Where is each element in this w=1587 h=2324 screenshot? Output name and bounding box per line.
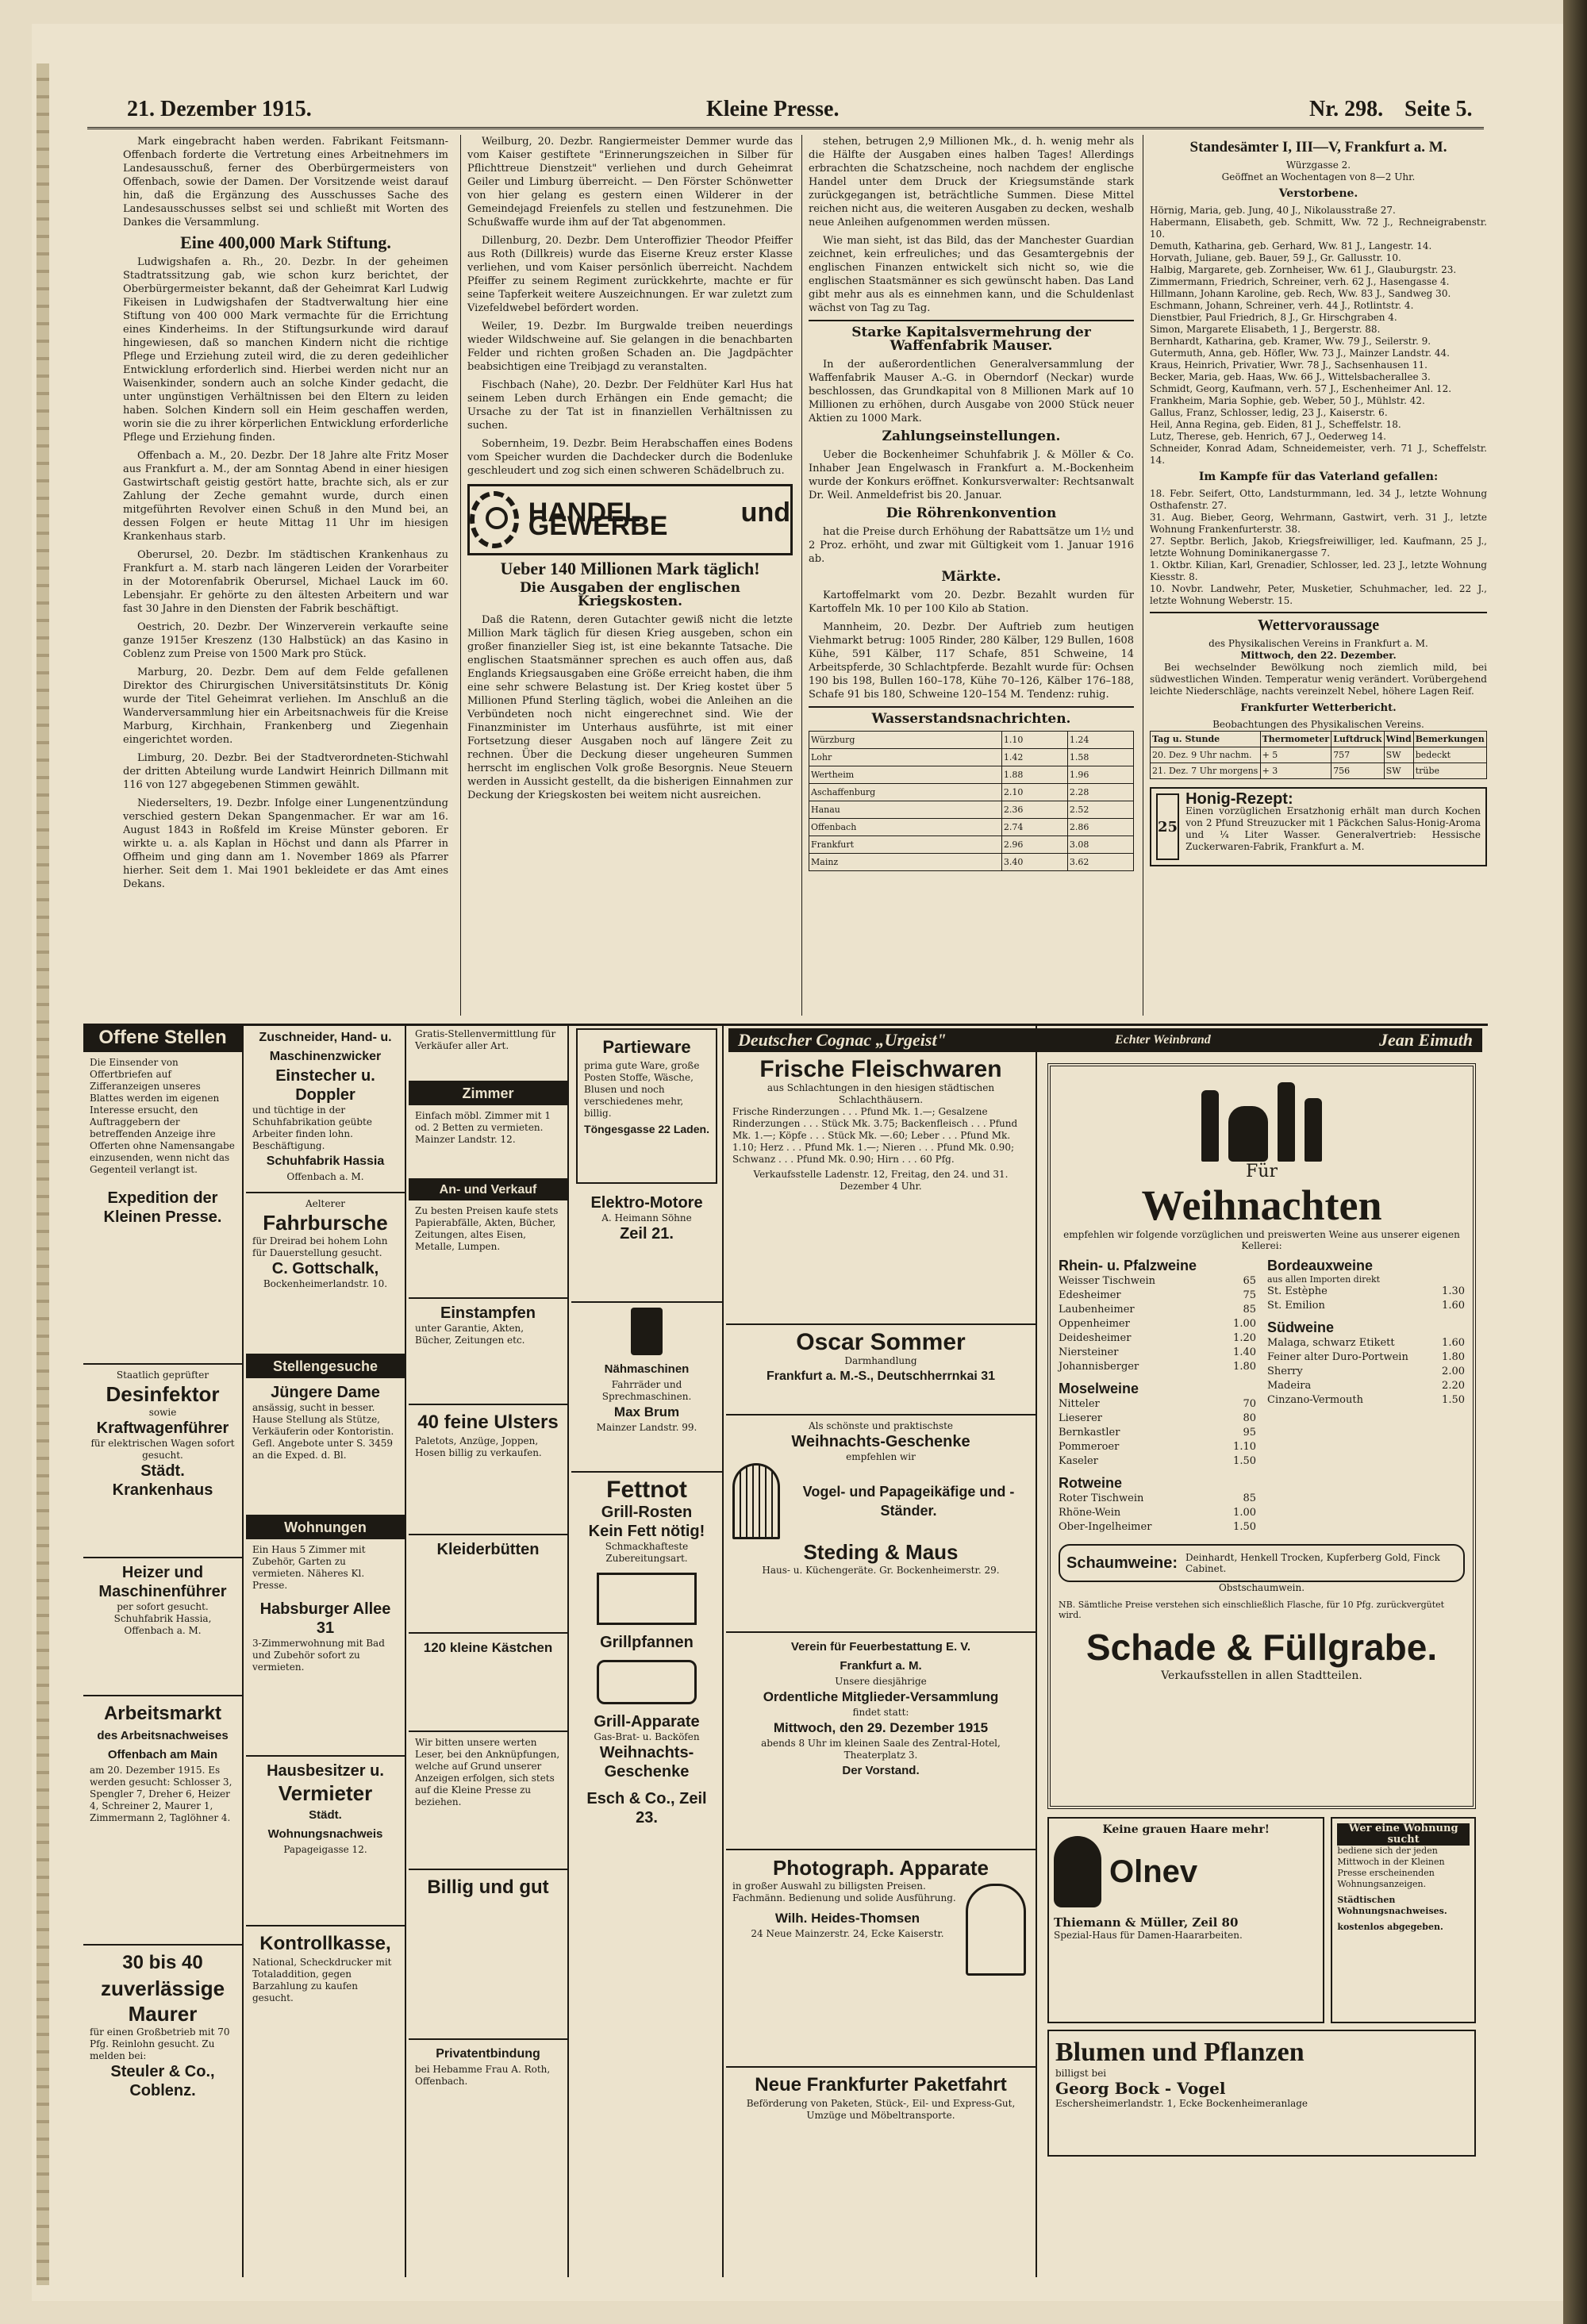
table-row: Wertheim 1.88 1.96 xyxy=(809,766,1134,784)
list-item: Zimmermann, Friedrich, Schreiner, verh. 62 J., Hasengasse 4. xyxy=(1150,276,1450,287)
wine-row xyxy=(1059,1454,1256,1469)
table-row: Hanau 2.36 2.52 xyxy=(809,801,1134,819)
article-paragraph: Daß die Ratenn, deren Gutachter gewiß nicht die letzte Million Mark täglich für diesen Krieg ausgeben, schon ein großer finanzieller Sieg ist, ist eine bekannte Tatsache. Die englischen Staatsmänner sprechen es auch offen aus, daß Englands Kriegsausgaben eine Größe erreicht haben, die ihm eine sehr schwere Belastung ist. Der Krieg kostet über 5 Millionen Pfund Sterling täglich, wobei die Anleihen an die Verbündeten noch nicht eingerechnet sind. Wie der Finanzminister im Unterhaus ausführte, ist mit einer Fortsetzung dieser Ausgaben noch auf längere Zeit zu rechnen. Über die Deckung dieser ungeheuren Summen herrscht im englischen Volk große Besorgnis. Neue Steuern werden in Aussicht gestellt, da die bisherigen Einnahmen zur Deckung der Kriegskosten bei weitem nicht ausreichen. xyxy=(467,614,793,801)
billig-ad: Billig und gut xyxy=(409,1870,567,2040)
binding-strip xyxy=(37,63,49,2285)
wine-row xyxy=(1059,1506,1256,1520)
wine-price: 2.00 xyxy=(1442,1366,1465,1377)
verkaufsstellen: Verkaufsstellen in allen Stadtteilen. xyxy=(1161,1669,1362,1682)
ad-column-5 xyxy=(726,1024,1037,2277)
article-paragraph: Sobernheim, 19. Dezbr. Beim Herabschaffen eines Bodens vom Speicher wurden die Dachdecker durch die Bodenluke geschleudert und zog sich einen schweren Schädelbruch zu. xyxy=(467,438,793,477)
wine-price: 75 xyxy=(1243,1289,1256,1301)
list-item: Heil, Anna Regina, geb. Eiden, 81 J., Scheffelstr. 18. xyxy=(1150,419,1401,430)
wine-row xyxy=(1059,1492,1256,1506)
article-heading: Zahlungseinstellungen. xyxy=(882,428,1061,444)
weather-report-source: Beobachtungen des Physikalischen Vereins. xyxy=(1212,719,1424,730)
page-number: Seite 5. xyxy=(1404,97,1473,121)
wine-name: Nitteler xyxy=(1059,1398,1100,1410)
arbeitsmarkt-ad: Arbeitsmarkt des Arbeitsnachweises Offenbach am Main am 20. Dezember 1915. Es werden gesucht: Schlosser 3, Spengler 7, Dreher 6, Heizer 4, Schreiner 2, Maurer 1, Zimmermann 2, Taglöhner 4. xyxy=(83,1696,242,1946)
table-row: Frankfurt 2.96 3.08 xyxy=(809,836,1134,854)
table-row: Aschaffenburg 2.10 2.28 xyxy=(809,784,1134,801)
table-header-row: Tag u. Stunde Thermometer Luftdruck Wind Bemerkungen xyxy=(1151,732,1487,747)
mosel-wine-list xyxy=(1059,1397,1256,1469)
feuerbestattung-ad: Verein für Feuerbestattung E. V. Frankfurt a. M. Unsere diesjährige Ordentliche Mitglieder-Versammlung findet statt: Mittwoch, den 29. Dezember 1915 abends 8 Uhr im kleinen Saale des Zentral-Hotel, Theaterplatz 3. Der Vorstand. xyxy=(726,1633,1036,1850)
wine-row xyxy=(1267,1379,1465,1393)
weather-heading: Wettervoraussage xyxy=(1257,617,1380,634)
wine-name: Ober-Ingelheimer xyxy=(1059,1521,1152,1533)
portrait-icon xyxy=(1054,1836,1101,1907)
wine-row xyxy=(1059,1520,1256,1535)
honey-recipe-title: Honig-Rezept: xyxy=(1185,790,1293,808)
birdcage-icon xyxy=(732,1463,780,1539)
ad-column-4 xyxy=(571,1024,724,2277)
article-paragraph: Niederselters, 19. Dezbr. Infolge einer Lungenentzündung verschied gestern Dekan Spangenmacher. Er war am 16. August 1843 in Roßfeld im Kreise Münster geboren. Er wirkte u. a. als Kaplan in Höchst und dann als Pfarrer in Offheim und ging dann am 1. November 1869 als Pfarrer hierher. Seit dem 1. Mai 1901 bekleidete er das Amt eines Dekans. xyxy=(123,797,448,890)
wine-name: Lieserer xyxy=(1059,1412,1102,1424)
news-column-2 xyxy=(460,135,793,1016)
price-note: NB. Sämtliche Preise verstehen sich einschließlich Flasche, für 10 Pfg. zurückvergütet wird. xyxy=(1059,1600,1445,1620)
list-item: Simon, Margarete Elisabeth, 1 J., Bergerstr. 88. xyxy=(1150,324,1381,335)
news-column-1 xyxy=(123,135,448,1016)
issue-number: Nr. 298. xyxy=(1309,97,1384,121)
vermieter-ad: Hausbesitzer u. Vermieter Städt. Wohnungsnachweis Papageigasse 12. xyxy=(246,1757,405,1926)
list-item: Gallus, Franz, Schlosser, ledig, 23 J., Kaiserstr. 6. xyxy=(1150,407,1388,418)
article-paragraph: hat die Preise durch Erhöhung der Rabattsätze um 1½ und 2 Proz. erhöht, und zwar mit Gültigkeit vom 1. Januar 1916 ab. xyxy=(809,526,1134,565)
weihnachten-title: Weihnachten xyxy=(1141,1181,1382,1229)
article-paragraph: Fischbach (Nahe), 20. Dezbr. Der Feldhüter Karl Hus hat seinem Leben durch Erhängen ein Ende gemacht; die Ursache zu der Tat ist in finanziellen Verhältnissen zu suchen. xyxy=(467,379,793,432)
article-paragraph: stehen, betrugen 2,9 Millionen Mk., d. h. wenig mehr als die Hälfte der Ausgaben eines halben Tages! Allerdings erbrachten die Schatzscheine, noch nachdem der englische Handel unter dem Druck der Kriegsumstände stark zurückgegangen ist, beträchtliche Summen. Diese Mittel reichen nicht aus, die weiteren Ausgaben zu decken, weshalb neue Anleihen aufgenommen werden müssen. xyxy=(809,136,1134,229)
cognac-banner: Deutscher Cognac „Urgeist" Echter Weinbrand Jean Eimuth xyxy=(728,1028,1482,1052)
wine-row xyxy=(1059,1289,1256,1303)
reader-notice-ad: Wir bitten unsere werten Leser, bei den Anknüpfungen, welche auf Grund unserer Anzeigen erfolgen, sich stets auf die Kleine Presse zu beziehen. xyxy=(409,1732,567,1870)
list-item: Schneider, Konrad Adam, Schneidemeister, verh. 71 J., Scheffelstr. 14. xyxy=(1150,443,1487,466)
wine-name: Kaseler xyxy=(1059,1455,1098,1467)
list-item: Dienstbier, Paul Friedrich, 8 J., Gr. Hirschgraben 4. xyxy=(1150,312,1397,323)
table-row: Offenbach 2.74 2.86 xyxy=(809,819,1134,836)
wine-price: 1.60 xyxy=(1442,1337,1465,1349)
zimmer-header: Zimmer xyxy=(409,1082,567,1105)
grill-apparatus-icon xyxy=(597,1660,697,1704)
wine-price: 1.80 xyxy=(1442,1351,1465,1363)
list-item: Becker, Maria, geb. Haas, Ww. 66 J., Wittelsbacherallee 3. xyxy=(1150,371,1431,382)
list-item: Lutz, Therese, geb. Henrich, 67 J., Oederweg 14. xyxy=(1150,431,1386,442)
wine-price: 1.20 xyxy=(1233,1332,1256,1344)
article-heading: Starke Kapitalsvermehrung der Waffenfabrik Mauser. xyxy=(851,325,1091,354)
ad-column-1 xyxy=(83,1024,244,2277)
naehmaschinen-ad: Nähmaschinen Fahrräder und Sprechmaschinen. Max Brum Mainzer Landstr. 99. xyxy=(571,1303,722,1473)
weather-date: Mittwoch, den 22. Dezember. xyxy=(1240,650,1397,661)
wine-row xyxy=(1059,1440,1256,1454)
article-paragraph: Wie man sieht, ist das Bild, das der Manchester Guardian zeichnet, kein erfreuliches; und das Gesamtergebnis der englischen Finanzen entwickelt sich nicht so, wie die englischen Staatsmänner es sich gewünscht haben. Das Land gibt mehr aus als es einnehmen kann, und die Schuldenlast wächst von Tag zu Tag. xyxy=(809,235,1134,314)
wine-price: 1.10 xyxy=(1233,1441,1256,1453)
kleiderbuetten-ad: Kleiderbütten xyxy=(409,1535,567,1634)
list-item: Horvath, Juliane, geb. Bauer, 59 J., Gr. Gallusstr. 10. xyxy=(1150,252,1401,263)
issue-date: 21. Dezember 1915. xyxy=(127,97,312,121)
article-heading: Die Röhrenkonvention xyxy=(886,505,1057,521)
article-paragraph: In der außerordentlichen Generalversammlung der Waffenfabrik Mauser A.-G. in Oberndorf (Neckar) wurde beschlossen, das Grundkapital von 8 Millionen Mark auf 10 Millionen zu erhöhen, durch Ausgabe von 2000 Stück neuer Aktien zu 1000 Mark. xyxy=(809,359,1134,424)
wine-row xyxy=(1059,1360,1256,1374)
blumen-ad: Blumen und Pflanzen billigst bei Georg Bock - Vogel Eschersheimerlandstr. 1, Ecke Bockenheimeranlage xyxy=(1047,2030,1476,2157)
news-column-3 xyxy=(801,135,1134,1016)
stellengesuche-header: Stellengesuche xyxy=(246,1355,405,1378)
war-dead-list xyxy=(1150,488,1487,607)
wine-name: Roter Tischwein xyxy=(1059,1492,1144,1504)
list-item: Schmidt, Georg, Kaufmann, verh. 57 J., Eschenheimer Anl. 12. xyxy=(1150,383,1452,394)
fur-label: Für xyxy=(1246,1162,1278,1181)
wine-price: 70 xyxy=(1243,1398,1256,1410)
wine-name: Feiner alter Duro-Portwein xyxy=(1267,1351,1408,1363)
zimmer-ad: Einfach möbl. Zimmer mit 1 od. 2 Betten zu vermieten. Mainzer Landstr. 12. xyxy=(409,1105,567,1180)
wine-name: Malaga, schwarz Etikett xyxy=(1267,1337,1395,1349)
registry-heading: Standesämter I, III—V, Frankfurt a. M. xyxy=(1189,139,1447,156)
ad-column-3 xyxy=(409,1024,569,2277)
wohnung-ad: Ein Haus 5 Zimmer mit Zubehör, Garten zu vermieten. Näheres Kl. Presse. Habsburger Allee 31 3-Zimmerwohnung mit Bad und Zubehör sofort zu vermieten. xyxy=(246,1539,405,1757)
photo-apparate-ad: Photograph. Apparate in großer Auswahl zu billigsten Preisen. Fachmänn. Bedienung und solide Ausführung. Wilh. Heides-Thomsen 24 Neue Mainzerstr. 24, Ecke Kaiserstr. xyxy=(726,1850,1036,2068)
wine-bottle-icon xyxy=(1305,1098,1322,1162)
schade-fuellgrabe-logo: Schade & Füllgrabe. xyxy=(1086,1627,1438,1668)
photographer-figure-icon xyxy=(966,1884,1026,1976)
wine-list-left: Rhein- u. Pfalzweine Weisser Tischwein 65 Edesheimer 75 Laubenheimer 85 Oppenheimer 1.00 Deidesheimer 1.20 Niersteiner 1.40 Johannisberger 1.80 Moselweine Nitteler 70 Lieserer 80 Bernkastler 95 Pommeroer 1.10 Kaseler 1.50 Rotweine Roter Tischwein 85 Rhöne-Wein 1.00 Ober-Ingelheimer 1.50 xyxy=(1059,1258,1256,1533)
table-row: Mainz 3.40 3.62 xyxy=(809,854,1134,871)
article-paragraph: Weilburg, 20. Dezbr. Rangiermeister Demmer wurde das vom Kaiser gestiftete "Erinnerungszeichen in Silber für Pflichttreue Dienstzeit" verliehen und durch Geheimrat Geiler und Limburg überreicht. — Den Förster Schönwetter von hier gelang es gestern einen Wilderer in der Gemeindejagd Freienfels zu stellen und festzunehmen. Die Schußwaffe wurde ihm auf der Tat abgenommen. xyxy=(467,136,793,229)
article-paragraph: Dillenburg, 20. Dezbr. Dem Unteroffizier Theodor Pfeiffer aus Roth (Dillkreis) wurde das Eiserne Kreuz erster Klasse verliehen, und vom Kaiser persönlich überreicht. Nachdem Pfeiffer zu seinem Regiment zurückkehrte, machte er für seine Tapferkeit weitere Auszeichnungen. Er war zuletzt zum Vizefeldwebel befördert worden. xyxy=(467,235,793,314)
list-item: Hörnig, Maria, geb. Jung, 40 J., Nikolausstraße 27. xyxy=(1150,205,1396,216)
wine-price: 65 xyxy=(1243,1275,1256,1287)
article-paragraph: Ludwigshafen a. Rh., 20. Dezbr. In der geheimen Stadtratssitzung gab, wie schon kurz berichtet, der Oberbürgermeister bekannt, daß der Geheimrat Karl Ludwig Fikeisen in Ludwigshafen der Stadtverwaltung hier eine Stiftung von 400 000 Mark vermachte für die Errichtung eines Kinderheims. In der Stiftungsurkunde wird darauf hingewiesen, daß so manchen Kindern nicht die richtige Pflege und Erziehung zuteil wird, die zu deren gedeihlicher Entwicklung erforderlich sind. Hierbei werden nicht nur an Waisenkinder, sondern auch an solche Kinder gedacht, die unter ungünstigen Verhältnissen bei den Eltern zu leiden haben. Solchen Kindern soll ein Heim geschaffen werden, worin sie die zu ihrer körperlichen Entwicklung erforderliche Pflege und Erziehung finden. xyxy=(123,256,448,444)
grill-pan-icon xyxy=(597,1573,697,1625)
death-list xyxy=(1150,205,1487,467)
list-item: Hillmann, Johann Karoline, geb. Rech, Ww. 83 J., Sandweg 30. xyxy=(1150,288,1451,299)
article-paragraph: Mark eingebracht haben werden. Fabrikant Feitsmann-Offenbach forderte die Vertretung eines Arbeitnehmers im Landesausschuß, ferner des Oberbürgermeisters von Offenbach, sowie der Damen. Der Vorsitzende weist darauf hin, daß die Ergänzung des Ausschusses Sache des Landesausschusses selbst sei und schließt mit Worten des Dankes die Versammlung. xyxy=(123,136,448,229)
article-heading: Eine 400,000 Mark Stiftung. xyxy=(180,232,391,252)
wine-row xyxy=(1059,1412,1256,1426)
privatentbindung-ad: Privatentbindung bei Hebamme Frau A. Roth, Offenbach. xyxy=(415,2047,551,2087)
wine-price: 1.80 xyxy=(1233,1361,1256,1373)
elektromotore-ad: Elektro-Motore A. Heimann Söhne Zeil 21. xyxy=(571,1189,722,1303)
list-item: 31. Aug. Bieber, Georg, Wehrmann, Gastwirt, verh. 31 J., letzte Wohnung Frankenfurterstr. 38. xyxy=(1150,512,1487,535)
newspaper-title: Kleine Presse. xyxy=(706,97,840,121)
red-wine-list xyxy=(1059,1492,1256,1535)
registry-address: Würzgasse 2. xyxy=(1285,159,1351,171)
article-paragraph: Oberursel, 20. Dezbr. Im städtischen Krankenhaus zu Frankfurt a. M. starb nach längeren Leiden der Vorarbeiter in der Motorenfabrik Oberursel, Michael Lauck im 60. Lebensjahr. Er gehörte zu den ältesten Arbeitern und war fast 30 Jahre in den Diensten der Fabrik beschäftigt. xyxy=(123,549,448,615)
page-edge xyxy=(1563,0,1587,2324)
weather-forecast: Bei wechselnder Bewölkung noch ziemlich mild, bei südwestlichen Winden. Temperatur wenig verändert. Vorübergehend leichte Niederschläge, nachts vereinzelt Nebel, höhere Lagen Reif. xyxy=(1150,662,1487,697)
wine-price: 95 xyxy=(1243,1427,1256,1439)
oscar-sommer-ad: Oscar Sommer Darmhandlung Frankfurt a. M.-S., Deutschherrnkai 31 xyxy=(726,1325,1036,1416)
news-column-4 xyxy=(1143,135,1487,1016)
wine-name: Deidesheimer xyxy=(1059,1332,1132,1344)
south-wine-list xyxy=(1267,1336,1465,1408)
rhein-wine-list xyxy=(1059,1274,1256,1374)
paketfahrt-ad: Neue Frankfurter Paketfahrt Beförderung von Paketen, Stück-, Eil- und Express-Gut, Umzüge und Möbeltransporte. xyxy=(746,2074,1016,2121)
wine-name: Johannisberger xyxy=(1059,1361,1139,1373)
wine-row xyxy=(1267,1393,1465,1408)
article-subheading: Die Ausgaben der englischen Kriegskosten. xyxy=(520,580,740,609)
wine-row xyxy=(1267,1365,1465,1379)
water-level-heading: Wasserstandsnachrichten. xyxy=(871,711,1071,727)
wine-name: Madeira xyxy=(1267,1380,1312,1392)
dame-ad: Jüngere Dame ansässig, sucht in besser. Hause Stellung als Stütze, Verkäuferin oder Kontoristin. Gefl. Angebote unter S. 3459 an die Exped. d. Bl. xyxy=(246,1378,405,1516)
wine-price: 1.50 xyxy=(1442,1394,1465,1406)
divider xyxy=(1150,612,1487,613)
wine-row xyxy=(1267,1350,1465,1365)
wine-row xyxy=(1059,1346,1256,1360)
wine-row xyxy=(1267,1336,1465,1350)
ad-column-6 xyxy=(1039,1055,1484,2273)
wine-price: 1.00 xyxy=(1233,1507,1256,1519)
weather-report-heading: Frankfurter Wetterbericht. xyxy=(1240,702,1397,714)
wine-price: 85 xyxy=(1243,1304,1256,1316)
gear-icon xyxy=(470,491,519,548)
registry-hours: Geöffnet an Wochentagen von 8—2 Uhr. xyxy=(1221,171,1416,182)
article-paragraph: Limburg, 20. Dezbr. Bei der Stadtverordneten-Stichwahl der dritten Abteilung wurde Landwirt Heinrich Dillmann mit 116 von 127 abgegebenen Stimmen gewählt. xyxy=(123,752,448,791)
wine-row xyxy=(1059,1317,1256,1331)
article-paragraph: Marburg, 20. Dezbr. Dem auf dem Felde gefallenen Direktor des Chirurgischen Universitätsinstituts Dr. König wurde der Titel Geheimrat verliehen. Im Anschluß an die Wanderversammlung hier ein Arbeitsnachweis für die Kreise Marburg, Kirchhain, Frankenberg und Ziegenhain eingerichtet worden. xyxy=(123,666,448,746)
wine-name: Niersteiner xyxy=(1059,1346,1119,1358)
wine-name: St. Emilion xyxy=(1267,1300,1325,1312)
ad-column-2 xyxy=(246,1024,406,2277)
list-item: Demuth, Katharina, geb. Gerhard, Ww. 81 J., Langestr. 14. xyxy=(1150,240,1432,252)
wine-name: Edesheimer xyxy=(1059,1289,1121,1301)
wine-bottle-icon xyxy=(1201,1090,1219,1162)
fahrbursche-ad: Aelterer Fahrbursche für Dreirad bei hohem Lohn für Dauerstellung gesucht. C. Gottschalk, Bockenheimerlandstr. 10. xyxy=(246,1193,405,1355)
notice-ad: Die Einsender von Offertbriefen auf Zifferanzeigen unseres Blattes werden im eigenen Interesse ersucht, den Auftraggebern der betreffenden Anzeige ihre Offerten ohne Namensangabe einzusenden, wenn nicht das Gegenteil verlangt ist. Expedition der Kleinen Presse. xyxy=(83,1052,242,1365)
fettnot-ad: Fettnot Grill-Rosten Kein Fett nötig! Schmackhafteste Zubereitungsart. Grillpfannen Grill-Apparate Gas-Brat- u. Backöfen Weihnachts-Geschenke Esch & Co., Zeil 23. xyxy=(586,1477,707,1827)
einstampfen-ad: Einstampfen unter Garantie, Akten, Bücher, Zeitungen etc. xyxy=(409,1299,567,1405)
article-heading: Märkte. xyxy=(941,569,1001,585)
article-paragraph: Oestrich, 20. Dezbr. Der Winzerverein verkaufte seine ganze 1915er Kreszenz (130 Halbstück) an das Kasino in Coblenz zum Preise von 1500 Mark pro Stück. xyxy=(123,621,448,660)
wine-name: Sherry xyxy=(1267,1366,1303,1377)
zuschneider-ad: Zuschneider, Hand- u. Maschinenzwicker Einstecher u. Doppler und tüchtige in der Schuhfabrikation geübte Arbeiter finden lohn. Beschäftigung. Schuhfabrik Hassia Offenbach a. M. xyxy=(246,1024,405,1193)
wine-name: Weisser Tischwein xyxy=(1059,1275,1156,1287)
wine-price: 1.40 xyxy=(1233,1346,1256,1358)
kontrollkasse-ad: Kontrollkasse, National, Scheckdrucker mit Totaladdition, gegen Barzahlung zu kaufen gesucht. xyxy=(252,1933,392,2003)
weather-source: des Physikalischen Vereins in Frankfurt a. M. xyxy=(1209,638,1428,649)
article-paragraph: Mannheim, 20. Dezbr. Der Auftrieb zum heutigen Viehmarkt betrug: 1005 Rinder, 280 Kälber, 129 Bullen, 1608 Kühe, 591 Kälber, 117 Schafe, 851 Schweine, 14 Arbeitspferde, 30 Schlachtpferde. Bezahlt wurde für: Ochsen 190 bis 198, Bullen 160–178, Kühe 70–126, Kälber 176–188, Schafe 91 bis 180, Schweine 120–154 M. Tendenz: ruhig. xyxy=(809,621,1134,701)
list-item: Halbig, Margarete, geb. Zornheiser, Ww. 61 J., Glauburgstr. 23. xyxy=(1150,264,1457,275)
gratis-ad: Gratis-Stellenvermittlung für Verkäufer aller Art. xyxy=(409,1024,567,1082)
war-dead-heading: Im Kampfe für das Vaterland gefallen: xyxy=(1198,471,1439,483)
kaestchen-ad: 120 kleine Kästchen xyxy=(409,1634,567,1732)
list-item: Kraus, Heinrich, Privatier, Wwr. 78 J., Sachsenhausen 11. xyxy=(1150,359,1428,371)
wine-price: 1.60 xyxy=(1442,1300,1465,1312)
table-row: Lohr 1.42 1.58 xyxy=(809,749,1134,766)
article-paragraph: Kartoffelmarkt vom 20. Dezbr. Bezahlt wurden für Kartoffeln Mk. 10 per 100 Kilo ab Station. xyxy=(809,590,1134,615)
wine-row xyxy=(1059,1426,1256,1440)
haare-ad: Keine grauen Haare mehr! Olnev Thiemann & Müller, Zeil 80 Spezial-Haus für Damen-Haararbeiten. xyxy=(1047,1817,1324,2023)
wine-price: 1.00 xyxy=(1233,1318,1256,1330)
honey-jar-icon: 25 xyxy=(1156,793,1179,860)
list-item: Bernhardt, Katharina, geb. Kramer, Ww. 79 J., Seilerstr. 9. xyxy=(1150,336,1431,347)
wine-list-right: Bordeauxweine aus allen Importen direkt St. Estèphe 1.30 St. Emilion 1.60 Südweine Malaga, schwarz Etikett 1.60 Feiner alter Duro-Portwein 1.80 Sherry 2.00 Madeira 2.20 Cinzano-Vermouth 1.50 xyxy=(1267,1258,1465,1406)
wine-price: 2.20 xyxy=(1442,1380,1465,1392)
altpapier-ad: Zu besten Preisen kaufe stets Papierabfälle, Akten, Bücher, Zeitungen, altes Eisen, Metalle, Lumpen. xyxy=(409,1200,567,1299)
list-item: 18. Febr. Seifert, Otto, Landsturmmann, led. 34 J., letzte Wohnung Osthafenstr. 27. xyxy=(1150,488,1487,511)
article-paragraph: Ueber die Bockenheimer Schuhfabrik J. & Möller & Co. Inhaber Jean Engelwasch in Frankfurt a. M.-Bockenheim wurde der Konkurs eröffnet. Konkursverwalter: Rechtsanwalt Dr. Weil. Anmeldefrist bis 20. Januar. xyxy=(809,449,1134,501)
schaumweine-box: Schaumweine: Deinhardt, Henkell Trocken, Kupferberg Gold, Finck Cabinet. xyxy=(1059,1544,1465,1582)
bordeaux-wine-list xyxy=(1267,1285,1465,1313)
wine-name: St. Estèphe xyxy=(1267,1285,1328,1297)
table-row: 20. Dez. 9 Uhr nachm. + 5 757 SW bedeckt xyxy=(1151,747,1487,763)
article-heading: Ueber 140 Millionen Mark täglich! xyxy=(500,559,760,578)
table-row: 21. Dez. 7 Uhr morgens + 3 756 SW trübe xyxy=(1151,763,1487,779)
offene-stellen-header: Offene Stellen xyxy=(83,1024,242,1052)
list-item: Habermann, Elisabeth, geb. Schmitt, Ww. 72 J., Rechneigrabenstr. 10. xyxy=(1150,217,1487,240)
schade-fuellgrabe-ad: Für Weihnachten empfehlen wir folgende vorzüglichen und preiswerten Weine aus unserer eigenen Kellerei: Rhein- u. Pfalzweine Weisser Tischwein 65 Edesheimer 75 Laubenheimer 85 Oppenheimer 1.00 Deidesheimer 1.20 Niersteiner 1.40 Johannisberger 1.80 Moselweine Nitteler 70 Lieserer 80 Bernkastler 95 Pommeroer 1.10 Kaseler 1.50 Rotweine Roter Tischwein 85 Rhöne-Wein 1.00 Ober-Ingelheimer 1.50 Bordeauxweine aus allen Importen direkt St. Estèphe 1.30 St. Emilion 1.60 Südweine Malaga, schwarz Etikett 1.60 Feiner alter Duro-Portwein 1.80 Sherry 2.00 Madeira 2.20 Cinzano-Vermouth 1.50 Schaumweine: Deinhardt, Henkell Trocken, Kupferberg Gold, Finck Cabinet. Obstschaumwein. NB. Sämtliche Preise verstehen sich einschließlich Flasche, für 10 Pfg. zurückvergütet wird. Schade & Füllgrabe. Verkaufsstellen in allen Stadtteilen. xyxy=(1047,1063,1476,1809)
wohnungen-header: Wohnungen xyxy=(246,1516,405,1539)
article-paragraph: Offenbach a. M., 20. Dezbr. Der 18 Jahre alte Fritz Moser aus Frankfurt a. M., der am Sonntag Abend in einer hiesigen Gastwirtschaft geistig gestört hatte, brachte sich, als er zur Zahlung der Zeche gemahnt wurde, durch einen mitgeführten Revolver einen Schuß in den Mund bei, an dessen Folgen er heute Mittag 11 Uhr im hiesigen Krankenhaus starb. xyxy=(123,450,448,543)
wine-price: 1.50 xyxy=(1233,1455,1256,1467)
wine-name: Oppenheimer xyxy=(1059,1318,1130,1330)
wine-name: Laubenheimer xyxy=(1059,1304,1135,1316)
honey-recipe-ad xyxy=(1150,787,1487,866)
wine-row xyxy=(1059,1331,1256,1346)
wine-row xyxy=(1059,1303,1256,1317)
list-item: Gutermuth, Anna, geb. Höfler, Ww. 73 J., Mainzer Landstr. 44. xyxy=(1150,348,1450,359)
water-level-table xyxy=(809,731,1134,871)
wine-name: Pommeroer xyxy=(1059,1441,1120,1453)
wine-row xyxy=(1267,1285,1465,1299)
divider xyxy=(809,706,1134,708)
fleischwaren-ad: Frische Fleischwaren aus Schlachtungen in den hiesigen städtischen Schlachthäusern. Frische Rinderzungen . . . Pfund Mk. 1.—; Gesalzene Rinderzungen . . . Stück Mk. 3.75; Backenfleisch . . . Pfund Mk. 1.—; Köpfe . . . Stück Mk. —.60; Leber . . . Pfund Mk. 1.10; Herz . . . Pfund Mk. 1.—; Nieren . . . Pfund Mk. 0.90; Schwanz . . . Pfund Mk. 0.90; Hirn . . . 60 Pfg. Verkaufsstelle Ladenstr. 12, Freitag, den 24. und 31. Dezember 4 Uhr. xyxy=(726,1052,1036,1325)
wohnungssuche-ad: Wer eine Wohnung sucht bediene sich der jeden Mittwoch in der Kleinen Presse erscheinenden Wohnungsanzeigen. Städtischen Wohnungsnachweises. kostenlos abgegeben. xyxy=(1331,1817,1476,2023)
divider xyxy=(809,320,1134,321)
anverkauf-header: An- und Verkauf xyxy=(409,1180,567,1200)
wine-intro: empfehlen wir folgende vorzüglichen und preiswerten Weine aus unserer eigenen Kellerei: xyxy=(1063,1229,1460,1251)
wine-row xyxy=(1267,1299,1465,1313)
article-paragraph: Weiler, 19. Dezbr. Im Burgwalde treiben neuerdings wieder Wildschweine auf. Sie gelangen in die benachbarten Felder und richten großen Schaden an. Die Jagdpächter beabsichtigen eine Treibjagd zu veranstalten. xyxy=(467,321,793,373)
list-item: 10. Novbr. Landwehr, Peter, Musketier, Schuhmacher, led. 22 J., letzte Wohnung Weberstr. 15. xyxy=(1150,583,1487,606)
wine-name: Rhöne-Wein xyxy=(1059,1507,1121,1519)
sewing-machine-icon xyxy=(631,1308,663,1355)
weather-table xyxy=(1150,731,1487,779)
wine-row xyxy=(1059,1274,1256,1289)
page-header xyxy=(87,95,1484,129)
wine-price: 1.50 xyxy=(1233,1521,1256,1533)
handel-gewerbe-banner xyxy=(467,484,793,555)
honey-recipe-text: Einen vorzüglichen Ersatzhonig erhält man durch Kochen von 2 Pfund Streuzucker mit 1 Päckchen Salus-Honig-Aroma und ¼ Liter Wasser. Generalvertrieb: Hessische Zuckerwaren-Fabrik, Frankfurt a. M. xyxy=(1185,805,1481,852)
table-row: Würzburg 1.10 1.24 xyxy=(809,732,1134,749)
list-item: Frankheim, Maria Sophie, geb. Weber, 50 J., Mühlstr. 42. xyxy=(1150,395,1425,406)
wine-name: Bernkastler xyxy=(1059,1427,1120,1439)
wine-illustration xyxy=(1059,1074,1465,1162)
list-item: 27. Septbr. Berlich, Jakob, Kriegsfreiwilliger, led. Kaufmann, 25 J., letzte Wohnung Dominikanergasse 7. xyxy=(1150,536,1487,559)
wine-price: 80 xyxy=(1243,1412,1256,1424)
partieware-ad: Partieware prima gute Ware, große Posten Stoffe, Wäsche, Blusen und noch verschiedenes mehr, billig. Töngesgasse 22 Laden. xyxy=(576,1028,717,1184)
wine-price: 85 xyxy=(1243,1492,1256,1504)
deaths-heading: Verstorbene. xyxy=(1278,187,1358,200)
wine-name: Cinzano-Vermouth xyxy=(1267,1394,1363,1406)
ice-bucket-icon xyxy=(1228,1106,1268,1162)
wine-row xyxy=(1059,1397,1256,1412)
desinfektor-ad: Staatlich geprüfter Desinfektor sowie Kraftwagenführer für elektrischen Wagen sofort gesucht. Städt. Krankenhaus xyxy=(83,1365,242,1558)
heizer-ad: Heizer und Maschinenführer per sofort gesucht. Schuhfabrik Hassia, Offenbach a. M. xyxy=(83,1558,242,1696)
wine-price: 1.30 xyxy=(1442,1285,1465,1297)
maurer-ad: 30 bis 40 zuverlässige Maurer für einen Großbetrieb mit 70 Pfg. Reinlohn gesucht. Zu melden bei: Steuler & Co., Coblenz. xyxy=(90,1952,230,2099)
wine-bottle-icon xyxy=(1278,1082,1295,1162)
list-item: Eschmann, Johann, Schreiner, verh. 44 J., Rotlintstr. 4. xyxy=(1150,300,1414,311)
weihnachts-geschenke-ad: Als schönste und praktischste Weihnachts-Geschenke empfehlen wir Vogel- und Papageikäfige und -Ständer. Steding & Maus Haus- u. Küchengeräte. Gr. Bockenheimerstr. 29. xyxy=(726,1416,1036,1633)
ulster-ad: 40 feine Ulsters Paletots, Anzüge, Joppen, Hosen billig zu verkaufen. xyxy=(409,1405,567,1535)
section-title: HANDEL und GEWERBE xyxy=(528,497,790,541)
list-item: 1. Oktbr. Kilian, Karl, Grenadier, Schlosser, led. 23 J., letzte Wohnung Kiesstr. 8. xyxy=(1150,559,1487,582)
